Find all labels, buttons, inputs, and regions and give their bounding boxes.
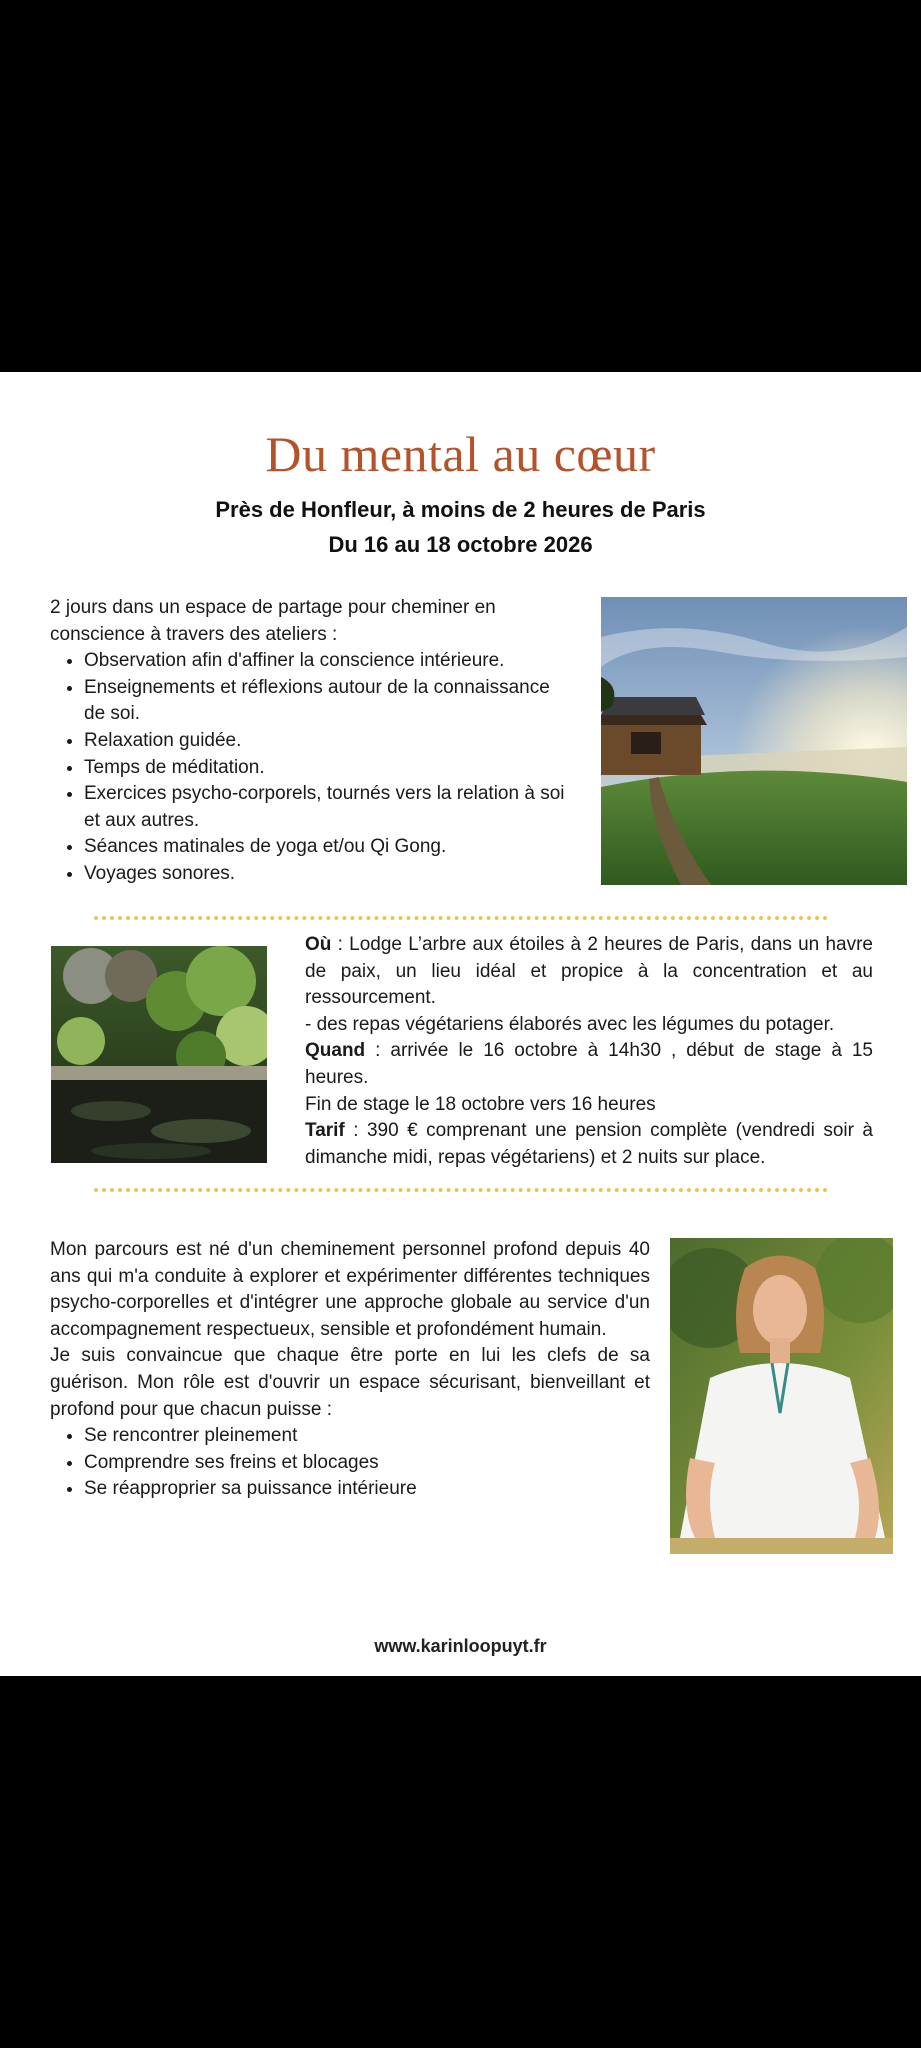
lodge-landscape-photo — [601, 597, 907, 885]
list-item: • Se réapproprier sa puissance intérieure — [84, 1476, 650, 1503]
bio-section — [50, 1237, 650, 1503]
list-item: • Voyages sonores. — [84, 861, 570, 888]
bio-paragraph-1: Mon parcours est né d'un cheminement personnel profond depuis 40 ans qui m'a conduite à explorer et expérimenter différentes techniques psycho-corporelles et d'intégrer une approche globale au service d'un accompagnement respectueux, sensible et profondément humain. — [50, 1239, 650, 1340]
list-item: • Se rencontrer pleinement — [84, 1423, 650, 1450]
list-item: • Séances matinales de yoga et/ou Qi Gong. — [84, 834, 570, 861]
when-text: : arrivée le 16 octobre à 14h30 , début de stage à 15 heures. — [305, 1040, 873, 1088]
list-item: • Enseignements et réflexions autour de la connaissance de soi. — [84, 675, 570, 728]
list-item: • Temps de méditation. — [84, 755, 570, 782]
bio-list — [50, 1423, 650, 1503]
dotted-divider — [94, 1188, 828, 1192]
list-item: • Comprendre ses freins et blocages — [84, 1450, 650, 1477]
price-text: : 390 € comprenant une pension complète (vendredi soir à dimanche midi, repas végétariens) et 2 nuits sur place. — [305, 1120, 873, 1168]
portrait-photo — [670, 1238, 893, 1554]
garden-pond-photo — [51, 946, 267, 1163]
list-item: • Relaxation guidée. — [84, 728, 570, 755]
price-label: Tarif — [305, 1120, 345, 1142]
flyer-page — [0, 372, 921, 1676]
where-text: : Lodge L’arbre aux étoiles à 2 heures de Paris, dans un havre de paix, un lieu idéal et propice à la concentration et au ressourcement. — [305, 934, 873, 1009]
where-label: Où — [305, 934, 332, 955]
end-text: Fin de stage le 18 octobre vers 16 heures — [305, 1093, 656, 1115]
website-url[interactable]: www.karinloopuyt.fr — [374, 1636, 547, 1656]
practical-info-section — [305, 932, 873, 1171]
dates-subtitle: Du 16 au 18 octobre 2026 — [328, 532, 593, 557]
location-subtitle: Près de Honfleur, à moins de 2 heures de Paris — [215, 497, 706, 522]
intro-line-2: conscience à travers des ateliers : — [50, 623, 338, 645]
workshop-list — [50, 648, 570, 887]
list-item: • Exercices psycho-corporels, tournés vers la relation à soi et aux autres. — [84, 781, 570, 834]
intro-line-1: 2 jours dans un espace de partage pour cheminer en — [50, 597, 496, 618]
bio-paragraph-2: Je suis convaincue que chaque être porte en lui les clefs de sa guérison. Mon rôle est d'ouvrir un espace sécurisant, bienveillant et profond pour que chacun puisse : — [50, 1345, 650, 1420]
page-title: Du mental au cœur — [265, 426, 656, 482]
dotted-divider — [94, 916, 828, 920]
intro-section — [50, 595, 570, 888]
when-label: Quand — [305, 1040, 366, 1062]
meals-text: - des repas végétariens élaborés avec les légumes du potager. — [305, 1013, 835, 1035]
list-item: • Observation afin d'affiner la conscience intérieure. — [84, 648, 570, 675]
